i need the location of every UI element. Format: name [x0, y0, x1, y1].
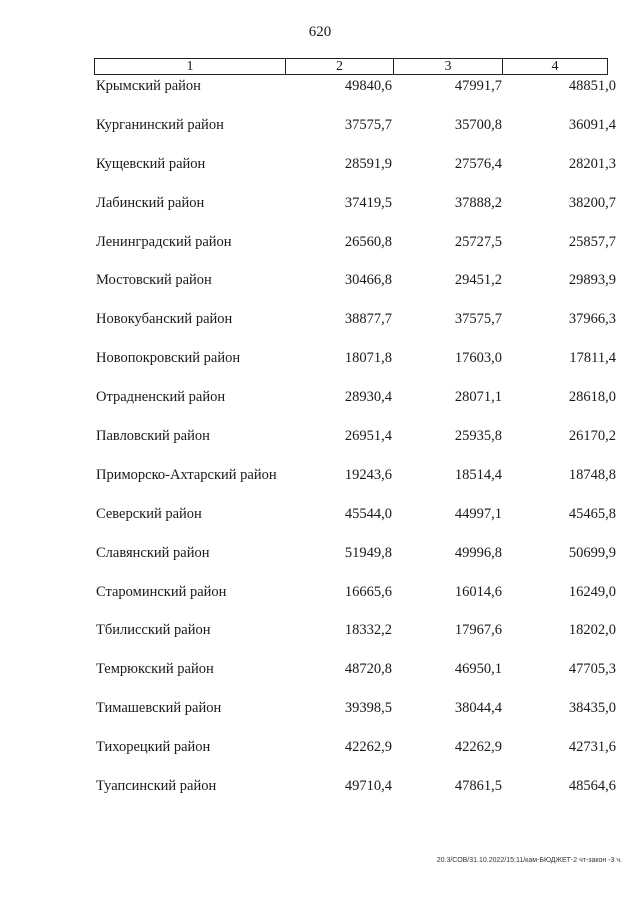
value-col-3: 38044,4 — [454, 700, 502, 717]
value-col-4: 28201,3 — [568, 155, 616, 172]
district-name: Ленинградский район — [96, 233, 232, 250]
value-col-3: 27576,4 — [454, 155, 502, 172]
value-col-4: 38435,0 — [568, 700, 616, 717]
table-body — [0, 78, 640, 817]
district-name: Тихорецкий район — [96, 739, 211, 756]
column-header-3: 3 — [393, 59, 502, 74]
value-col-2: 19243,6 — [344, 466, 392, 483]
value-col-2: 18332,2 — [344, 622, 392, 639]
table-row — [0, 389, 640, 428]
value-col-2: 37575,7 — [344, 116, 392, 133]
value-col-3: 35700,8 — [454, 116, 502, 133]
value-col-4: 29893,9 — [568, 272, 616, 289]
value-col-3: 17967,6 — [454, 622, 502, 639]
value-col-3: 18514,4 — [454, 466, 502, 483]
table-row — [0, 584, 640, 623]
value-col-2: 37419,5 — [344, 194, 392, 211]
value-col-2: 16665,6 — [344, 583, 392, 600]
value-col-4: 36091,4 — [568, 116, 616, 133]
value-col-4: 38200,7 — [568, 194, 616, 211]
district-name: Крымский район — [96, 78, 201, 94]
value-col-4: 45465,8 — [568, 505, 616, 522]
value-col-3: 37888,2 — [454, 194, 502, 211]
value-col-2: 48720,8 — [344, 661, 392, 678]
table-row — [0, 778, 640, 817]
district-name: Курганинский район — [96, 116, 224, 133]
value-col-4: 26170,2 — [568, 428, 616, 445]
table-row — [0, 700, 640, 739]
value-col-2: 26951,4 — [344, 428, 392, 445]
district-name: Староминский район — [96, 583, 227, 600]
value-col-2: 45544,0 — [344, 505, 392, 522]
value-col-4: 48851,0 — [568, 78, 616, 94]
table-row — [0, 739, 640, 778]
value-col-2: 42262,9 — [344, 739, 392, 756]
table-row — [0, 156, 640, 195]
table-row — [0, 195, 640, 234]
district-name: Мостовский район — [96, 272, 212, 289]
value-col-3: 44997,1 — [454, 505, 502, 522]
table-row — [0, 272, 640, 311]
table-row — [0, 311, 640, 350]
district-name: Новопокровский район — [96, 350, 241, 367]
value-col-3: 28071,1 — [454, 389, 502, 406]
value-col-2: 51949,8 — [344, 544, 392, 561]
district-name: Приморско-Ахтарский район — [96, 466, 277, 483]
value-col-2: 30466,8 — [344, 272, 392, 289]
district-name: Славянский район — [96, 544, 210, 561]
value-col-2: 39398,5 — [344, 700, 392, 717]
table-row — [0, 350, 640, 389]
district-name: Кущевский район — [96, 155, 206, 172]
district-name: Отрадненский район — [96, 389, 226, 406]
value-col-4: 28618,0 — [568, 389, 616, 406]
table-row — [0, 428, 640, 467]
district-name: Северский район — [96, 505, 202, 522]
value-col-3: 42262,9 — [454, 739, 502, 756]
value-col-4: 18202,0 — [568, 622, 616, 639]
value-col-4: 37966,3 — [568, 311, 616, 328]
table-row — [0, 661, 640, 700]
value-col-3: 29451,2 — [454, 272, 502, 289]
value-col-4: 47705,3 — [568, 661, 616, 678]
table-header — [94, 58, 608, 75]
column-header-2: 2 — [285, 59, 393, 74]
value-col-3: 17603,0 — [454, 350, 502, 367]
district-name: Лабинский район — [96, 194, 205, 211]
value-col-3: 37575,7 — [454, 311, 502, 328]
table-row — [0, 117, 640, 156]
table-row — [0, 622, 640, 661]
district-name: Тимашевский район — [96, 700, 222, 717]
value-col-3: 49996,8 — [454, 544, 502, 561]
value-col-3: 25935,8 — [454, 428, 502, 445]
value-col-3: 16014,6 — [454, 583, 502, 600]
district-name: Павловский район — [96, 428, 210, 445]
value-col-3: 46950,1 — [454, 661, 502, 678]
table-row — [0, 78, 640, 117]
value-col-2: 38877,7 — [344, 311, 392, 328]
column-header-4: 4 — [502, 59, 607, 74]
value-col-4: 18748,8 — [568, 466, 616, 483]
column-header-1: 1 — [186, 59, 194, 74]
table-row — [0, 506, 640, 545]
value-col-2: 26560,8 — [344, 233, 392, 250]
value-col-2: 28591,9 — [344, 155, 392, 172]
table-row — [0, 467, 640, 506]
value-col-4: 17811,4 — [569, 350, 616, 367]
value-col-2: 49840,6 — [344, 78, 392, 94]
value-col-4: 50699,9 — [568, 544, 616, 561]
district-name: Туапсинский район — [96, 778, 217, 795]
value-col-4: 42731,6 — [568, 739, 616, 756]
value-col-2: 18071,8 — [344, 350, 392, 367]
value-col-3: 47861,5 — [454, 778, 502, 795]
district-name: Тбилисский район — [96, 622, 211, 639]
value-col-3: 25727,5 — [454, 233, 502, 250]
table-row — [0, 234, 640, 273]
district-name: Новокубанский район — [96, 311, 233, 328]
value-col-3: 47991,7 — [454, 78, 502, 94]
value-col-4: 25857,7 — [568, 233, 616, 250]
value-col-2: 49710,4 — [344, 778, 392, 795]
district-name: Темрюкский район — [96, 661, 214, 678]
page-number: 620 — [308, 24, 332, 40]
value-col-2: 28930,4 — [344, 389, 392, 406]
value-col-4: 48564,6 — [568, 778, 616, 795]
table-row — [0, 545, 640, 584]
value-col-4: 16249,0 — [568, 583, 616, 600]
document-footer-stamp: 20.3/СОВ/31.10.2022/15:11/кам-БЮДЖЕТ-2 чт-закон -3 ч. — [436, 857, 622, 864]
